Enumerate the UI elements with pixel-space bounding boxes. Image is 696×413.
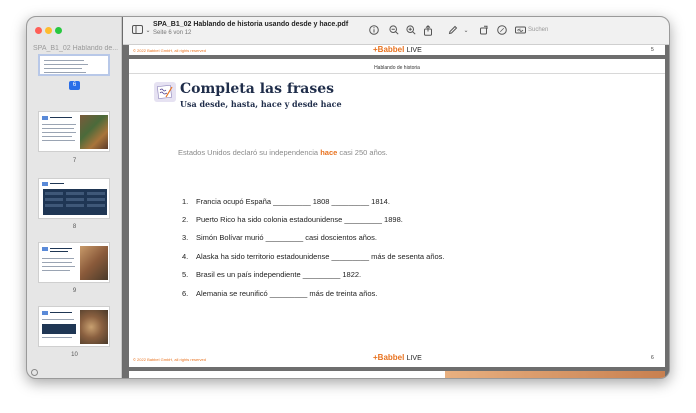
page-number: 6 — [651, 355, 654, 361]
thumbnail-page-7[interactable] — [38, 111, 110, 152]
copyright-text: © 2022 Babbel GmbH, all rights reserved — [133, 48, 206, 53]
page-header-label: Hablando de historia — [374, 65, 420, 71]
document-view[interactable] — [123, 45, 670, 379]
search-icon: ⌕ — [518, 27, 522, 34]
page-number: 5 — [651, 47, 654, 53]
thumbnail-page-10[interactable] — [38, 306, 110, 347]
search-input[interactable] — [516, 24, 576, 37]
example-highlight: hace — [320, 148, 338, 157]
next-page-preview — [129, 371, 665, 379]
page-indicator: Seite 6 von 12 — [153, 30, 192, 36]
next-page-photo — [445, 371, 665, 379]
info-icon[interactable] — [368, 25, 380, 37]
exercise-icon — [154, 82, 176, 102]
babbel-live-logo: +Babbel LIVE — [373, 45, 422, 54]
thumbnail-page-number: 10 — [71, 352, 78, 358]
sidebar-title: SPA_B1_02 Hablando de... — [33, 45, 119, 52]
rotate-icon[interactable] — [478, 25, 490, 37]
thumbnail-page-number: 8 — [72, 224, 77, 230]
pen-icon[interactable] — [447, 25, 459, 37]
chevron-down-icon[interactable]: ⌄ — [145, 28, 151, 34]
preview-window — [26, 16, 670, 379]
babbel-live-logo: +Babbel LIVE — [373, 353, 422, 362]
thumbnail-page-6[interactable] — [38, 54, 110, 76]
page-subtitle: Usa desde, hasta, hace y desde hace — [180, 99, 342, 109]
chevron-down-icon[interactable]: ⌄ — [463, 28, 469, 34]
add-page-icon[interactable] — [31, 369, 38, 376]
markup-icon[interactable] — [496, 25, 508, 37]
page-title: Completa las frases — [180, 81, 335, 97]
zoom-window-button[interactable] — [55, 27, 62, 34]
zoom-out-icon[interactable] — [388, 25, 400, 37]
exercise-item: 3. Simón Bolívar murió _________ casi doscientos años. — [182, 233, 377, 242]
page-6 — [129, 59, 665, 367]
previous-page-footer — [129, 45, 665, 55]
exercise-item: 2. Puerto Rico ha sido colonia estadounidense _________ 1898. — [182, 215, 403, 224]
thumbnail-page-8[interactable] — [38, 178, 110, 219]
share-icon[interactable] — [422, 25, 434, 37]
close-window-button[interactable] — [35, 27, 42, 34]
exercise-item: 6. Alemania se reunificó _________ más de treinta años. — [182, 289, 378, 298]
exercise-item: 5. Brasil es un país independiente _________ 1822. — [182, 270, 362, 279]
thumbnail-page-9[interactable] — [38, 242, 110, 283]
thumbnail-sidebar[interactable] — [27, 17, 122, 379]
thumbnail-page-number: 7 — [72, 158, 77, 164]
copyright-text: © 2022 Babbel GmbH, all rights reserved — [133, 357, 206, 362]
toolbar — [123, 17, 670, 45]
thumbnail-page-number: 6 — [69, 81, 80, 90]
minimize-window-button[interactable] — [45, 27, 52, 34]
search-placeholder: Suchen — [528, 27, 549, 33]
document-title: SPA_B1_02 Hablando de historia usando desde y hace.pdf — [153, 21, 349, 28]
thumbnail-page-number: 9 — [72, 288, 77, 294]
exercise-item: 4. Alaska ha sido territorio estadounidense _________ más de sesenta años. — [182, 252, 445, 261]
zoom-in-icon[interactable] — [405, 25, 417, 37]
header-divider — [129, 73, 665, 74]
example-sentence: Estados Unidos declaró su independencia hace casi 250 años. — [178, 148, 388, 157]
exercise-item: 1. Francia ocupó España _________ 1808 _________ 1814. — [182, 197, 390, 206]
